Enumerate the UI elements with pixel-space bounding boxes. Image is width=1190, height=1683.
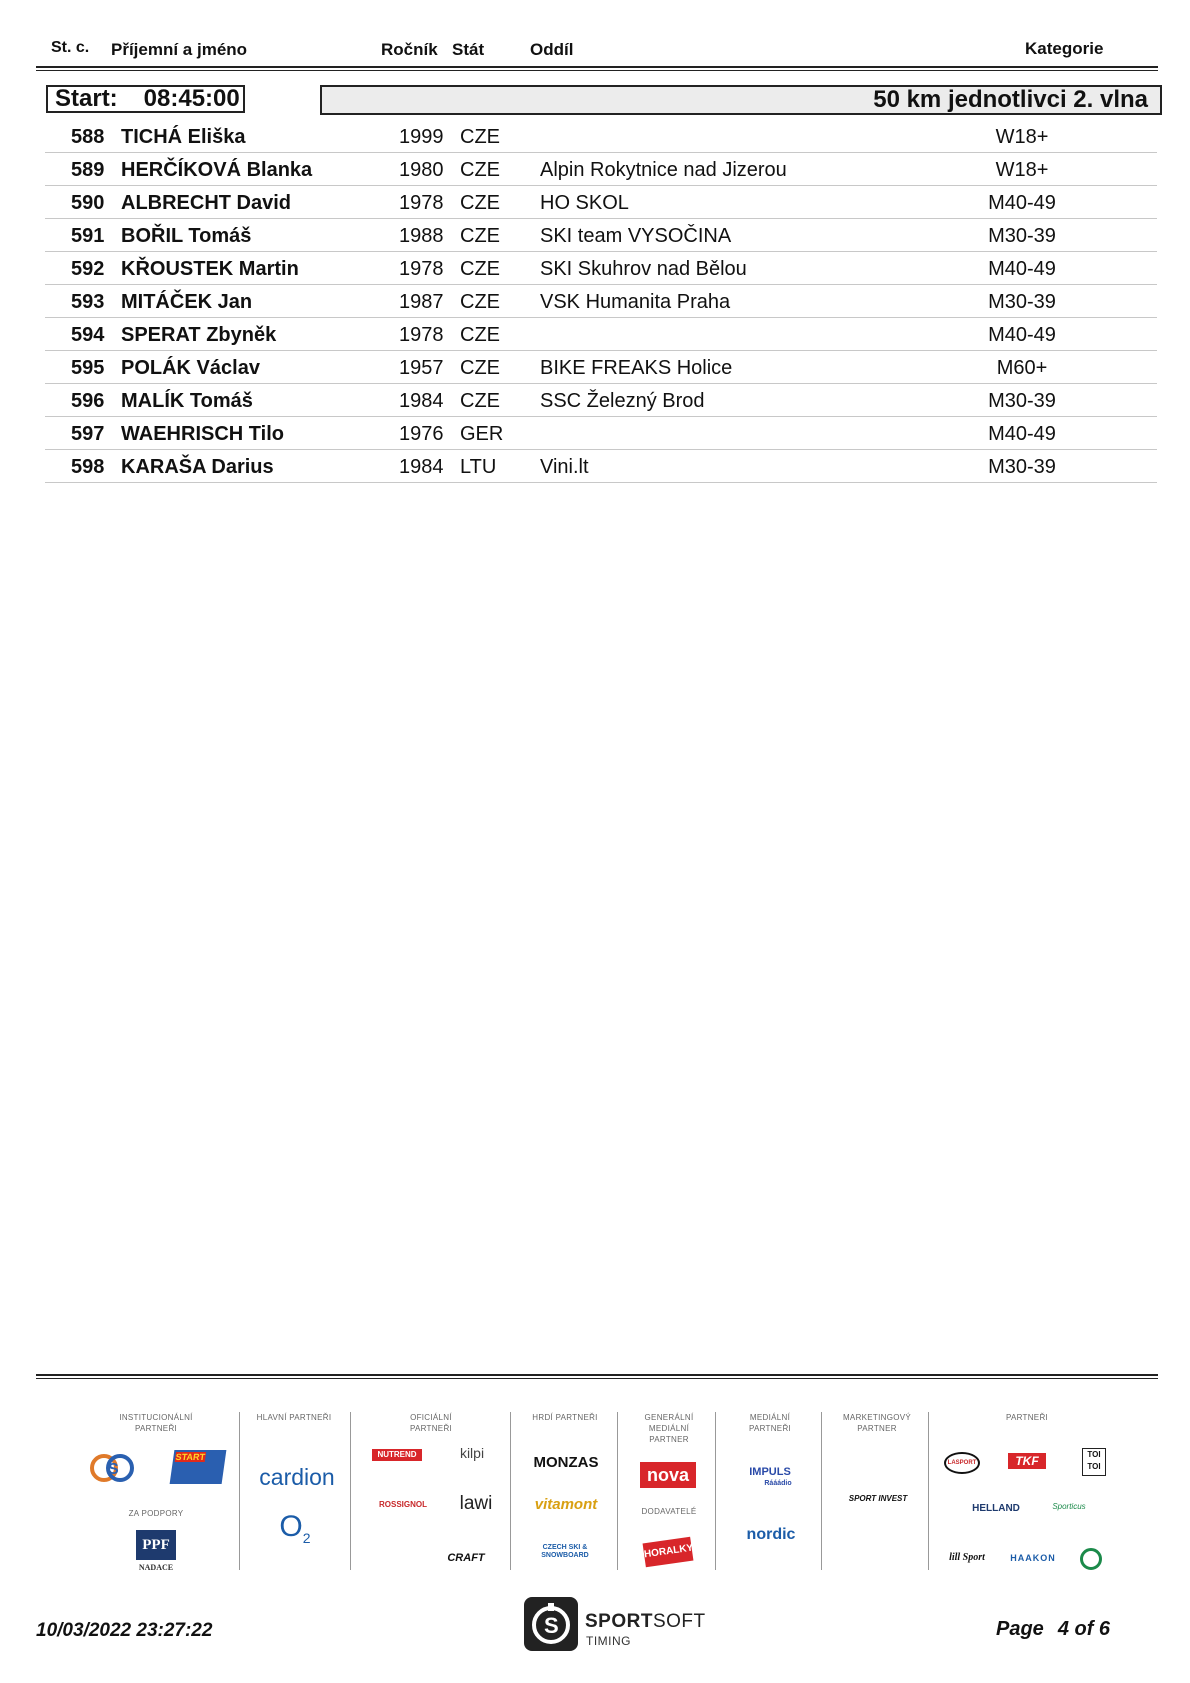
nationality: CZE: [460, 159, 500, 181]
competitor-name: KARAŠA Darius: [121, 456, 274, 478]
club-name: SSC Železný Brod: [540, 390, 705, 412]
table-row: [0, 153, 1190, 186]
nationality: CZE: [460, 324, 500, 346]
category: M40-49: [988, 423, 1056, 445]
svg-text:S: S: [544, 1613, 559, 1638]
sponsor-separator: [510, 1412, 511, 1570]
horalky-logo: HORALKY: [643, 1537, 694, 1567]
competitor-name: ALBRECHT David: [121, 192, 292, 214]
birth-year: 1999: [399, 126, 444, 148]
haakon-logo: HAAKON: [1010, 1553, 1056, 1563]
start-number: 591: [71, 225, 105, 247]
o2-logo: $O_2$: [279, 1510, 311, 1546]
start-label: Start:: [55, 85, 118, 112]
birth-year: 1957: [399, 357, 444, 379]
sponsor-support-label: ZA PODPORY: [128, 1509, 184, 1518]
start-number: 590: [71, 192, 105, 214]
competitor-name: MALÍK Tomáš: [121, 390, 253, 412]
monzas-logo: MONZAS: [533, 1454, 599, 1471]
ppf-sub-logo: NADACE: [138, 1563, 174, 1572]
birth-year: 1978: [399, 192, 444, 214]
nationality: CZE: [460, 357, 500, 379]
impuls-sub-logo: Rááádio: [764, 1480, 792, 1487]
start-number: 597: [71, 423, 105, 445]
col-nat-header: Stát: [452, 40, 485, 59]
cardion-logo: cardion: [259, 1464, 335, 1490]
birth-year: 1978: [399, 258, 444, 280]
category: M40-49: [988, 324, 1056, 346]
category: M30-39: [988, 225, 1056, 247]
helland-logo: HELLAND: [972, 1503, 1020, 1514]
competitor-name: BOŘIL Tomáš: [121, 225, 252, 247]
tkf-logo: TKF: [1008, 1453, 1046, 1469]
table-row: [0, 120, 1190, 153]
nutrend-logo: NUTREND: [372, 1449, 422, 1461]
category: M40-49: [988, 192, 1056, 214]
category: M30-39: [988, 390, 1056, 412]
lill-sport-logo: lill Sport: [949, 1552, 985, 1563]
start-list: [0, 120, 1190, 483]
sponsor-separator: [350, 1412, 351, 1570]
header-rule: [36, 66, 1158, 71]
vitamont-logo: vitamont: [534, 1496, 598, 1513]
competitor-name: MITÁČEK Jan: [121, 291, 253, 313]
club-name: SKI Skuhrov nad Bělou: [540, 258, 747, 280]
sponsor-marketing-label: MARKETINGOVÝ PARTNER: [842, 1413, 912, 1433]
page-indicator: [996, 1618, 1110, 1641]
nationality: CZE: [460, 291, 500, 313]
table-row: [0, 318, 1190, 351]
nationality: GER: [460, 423, 504, 445]
start-number: 596: [71, 390, 105, 412]
category: M40-49: [988, 258, 1056, 280]
competitor-name: HERČÍKOVÁ Blanka: [121, 159, 313, 181]
nationality: CZE: [460, 225, 500, 247]
birth-year: 1976: [399, 423, 444, 445]
birth-year: 1980: [399, 159, 444, 181]
craft-logo: CRAFT: [447, 1552, 485, 1564]
sponsor-partners-label: PARTNEŘI: [1005, 1413, 1049, 1422]
start-number: 589: [71, 159, 105, 181]
lasport-logo: LASPORT: [944, 1452, 980, 1474]
club-name: Vini.lt: [540, 456, 589, 478]
table-row: [0, 384, 1190, 417]
nationality: CZE: [460, 126, 500, 148]
toitoi-logo: TOI TOI: [1082, 1448, 1106, 1476]
category: M30-39: [988, 291, 1056, 313]
birth-year: 1987: [399, 291, 444, 313]
club-name: VSK Humanita Praha: [540, 291, 731, 313]
czech-ski-logo: CZECH SKI & SNOWBOARD: [541, 1544, 589, 1559]
category: M30-39: [988, 456, 1056, 478]
svg-text:S: S: [108, 1461, 119, 1478]
competitor-name: SPERAT Zbyněk: [121, 324, 277, 346]
sponsor-proud-label: HRDÍ PARTNEŘI: [532, 1413, 598, 1422]
club-name: HO SKOL: [540, 192, 629, 214]
competitor-name: POLÁK Václav: [121, 357, 260, 379]
ppf-logo: PPF: [136, 1530, 176, 1560]
sponsor-separator: [928, 1412, 929, 1570]
birth-year: 1978: [399, 324, 444, 346]
start-number: 598: [71, 456, 105, 478]
nationality: LTU: [460, 456, 497, 478]
impuls-logo: IMPULS: [749, 1466, 791, 1478]
table-row: [0, 450, 1190, 483]
club-name: SKI team VYSOČINA: [540, 225, 732, 247]
nova-logo: nova: [640, 1462, 696, 1488]
start-number: 593: [71, 291, 105, 313]
footer-rule: [36, 1374, 1158, 1379]
sponsor-separator: [715, 1412, 716, 1570]
sponsor-separator: [239, 1412, 240, 1570]
rossignol-logo: ROSSIGNOL: [378, 1500, 427, 1509]
sport-invest-logo: SPORT INVEST: [848, 1494, 908, 1503]
sporticus-logo: Sporticus: [1052, 1502, 1086, 1511]
sportsoft-brand: SPORTSOFT: [585, 1611, 706, 1632]
start-number: 595: [71, 357, 105, 379]
start-number: 594: [71, 324, 105, 346]
table-row: [0, 417, 1190, 450]
table-row: [0, 219, 1190, 252]
sponsor-institutional-label: INSTITUCIONÁLNÍ PARTNEŘI: [119, 1413, 193, 1433]
nationality: CZE: [460, 390, 500, 412]
club-name: BIKE FREAKS Holice: [540, 357, 733, 379]
competitor-name: TICHÁ Eliška: [121, 126, 246, 148]
col-cat-header: Kategorie: [1025, 39, 1104, 58]
col-stc-header: St. c.: [51, 39, 90, 56]
category: W18+: [995, 126, 1049, 148]
table-row: [0, 186, 1190, 219]
category-title: 50 km jednotlivci 2. vlna: [320, 85, 1162, 115]
birth-year: 1984: [399, 456, 444, 478]
csu-logo: [88, 1452, 142, 1484]
nationality: CZE: [460, 258, 500, 280]
sponsor-official-label: OFICIÁLNÍ PARTNEŘI: [409, 1413, 453, 1433]
competitor-name: WAEHRISCH Tilo: [121, 423, 284, 445]
table-row: [0, 351, 1190, 384]
table-row: [0, 285, 1190, 318]
page-label: Page: [996, 1618, 1044, 1640]
sponsor-separator: [821, 1412, 822, 1570]
start-box: [46, 85, 245, 113]
page-number: 4 of 6: [1057, 1618, 1111, 1640]
start-number: 592: [71, 258, 105, 280]
round-green-logo: [1080, 1548, 1102, 1570]
col-year-header: Ročník: [381, 40, 438, 59]
sponsor-media-general-label: GENERÁLNÍ MEDIÁLNÍ PARTNER: [644, 1413, 694, 1444]
nationality: CZE: [460, 192, 500, 214]
col-club-header: Oddíl: [530, 40, 574, 59]
lawi-logo: lawi: [459, 1493, 493, 1514]
kilpi-logo: kilpi: [459, 1445, 485, 1461]
start-time: 08:45:00: [143, 85, 240, 112]
start-number: 588: [71, 126, 105, 148]
sponsor-media-label: MEDIÁLNÍ PARTNEŘI: [748, 1413, 792, 1433]
sportsoft-logo-icon: [524, 1597, 578, 1651]
competitor-name: KŘOUSTEK Martin: [121, 258, 299, 280]
start-logo: START: [170, 1450, 227, 1484]
sportsoft-timing: TIMING: [586, 1634, 631, 1648]
birth-year: 1984: [399, 390, 444, 412]
category: M60+: [996, 357, 1048, 379]
category: W18+: [995, 159, 1049, 181]
print-datetime: 10/03/2022 23:27:22: [36, 1620, 213, 1641]
birth-year: 1988: [399, 225, 444, 247]
sponsor-main-label: HLAVNÍ PARTNEŘI: [256, 1413, 332, 1422]
sponsor-separator: [617, 1412, 618, 1570]
sponsor-suppliers-label: DODAVATELÉ: [641, 1507, 697, 1516]
table-row: [0, 252, 1190, 285]
nordic-logo: nordic: [746, 1526, 796, 1543]
club-name: Alpin Rokytnice nad Jizerou: [540, 159, 787, 181]
col-name-header: Příjemní a jméno: [111, 40, 248, 59]
